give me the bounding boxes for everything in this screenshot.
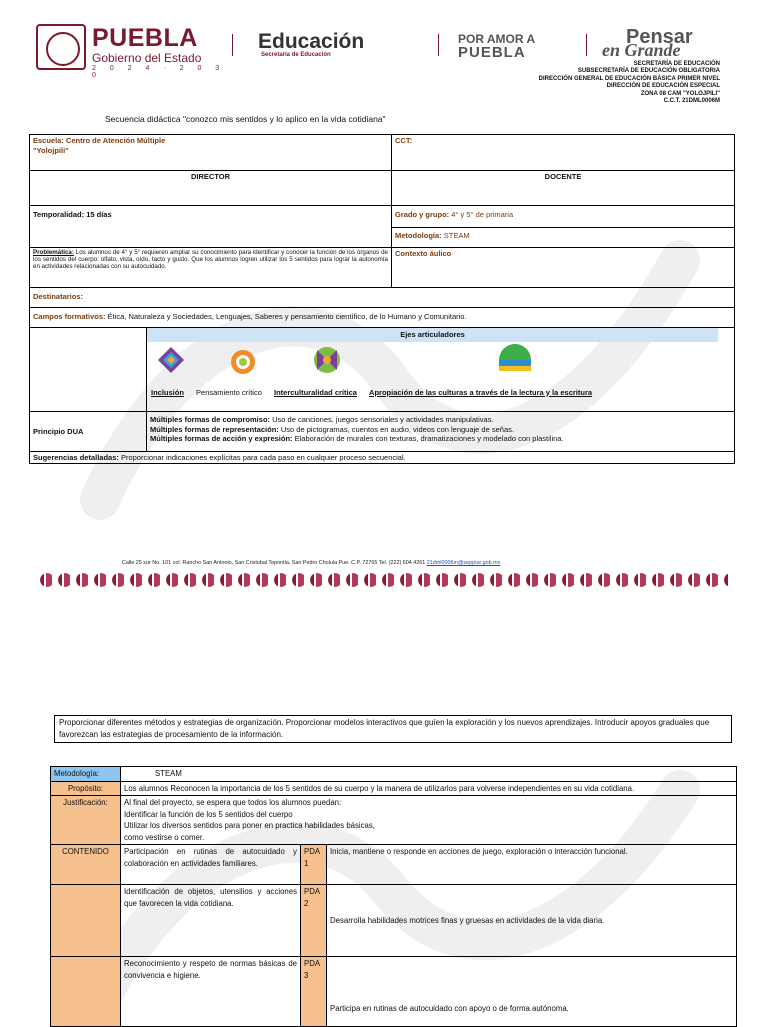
interculturalidad-icon xyxy=(313,346,341,374)
institution-line: SUBSECRETARÍA DE EDUCACIÓN OBLIGATORIA xyxy=(577,68,720,75)
header-divider xyxy=(586,34,587,56)
pensar-logo-text: Pensar xyxy=(626,26,693,48)
docente-cell: DOCENTE xyxy=(392,171,735,206)
campos-cell xyxy=(30,308,735,328)
educacion-logo-text: Educación xyxy=(258,30,365,53)
grado-label: Grado y grupo: xyxy=(395,210,450,219)
contenido-cell: Reconocimiento y respeto de normas básicas de convivencia e higiene. xyxy=(121,957,301,1027)
metodologia-label-cell: Metodología: xyxy=(51,767,121,782)
justificacion-line: Utilizar los diversos sentidos para poner en practica habilidades básicas, xyxy=(124,821,375,830)
grado-metodologia-cell xyxy=(392,206,735,248)
decorative-border xyxy=(38,572,730,588)
apropiacion-culturas-icon xyxy=(497,342,533,374)
dua-line-label: Múltiples formas de compromiso: xyxy=(150,415,271,424)
email-link[interactable]: 21dml0006m@seppue.gob.mx xyxy=(426,560,501,566)
ejes-left-cell xyxy=(30,328,147,412)
contenido-cell: Participación en rutinas de autocuidado y colaboración en actividades familiares. xyxy=(121,845,301,885)
eje-label: Pensamiento crítico xyxy=(196,387,262,397)
eje-label: Apropiación de las culturas a través de la lectura y la escritura xyxy=(369,387,593,397)
justificacion-line: como vestirse o comer. xyxy=(124,832,205,842)
eje-label: Inclusión xyxy=(151,387,184,397)
pda-number: 2 xyxy=(304,898,309,908)
contenido-cell: Identificación de objetos, utensilios y acciones que favorecen la vida cotidiana. xyxy=(121,885,301,957)
contenido-label-cell: CONTENIDO xyxy=(51,845,121,885)
puebla-logo-text: PUEBLA xyxy=(92,24,198,52)
proposito-value-cell: Los alumnos Reconocen la importancia de los 5 sentidos de su cuerpo y la manera de utilizarlos para volverse independientes en su vida cotidiana. xyxy=(121,781,737,796)
por-amor-logo-text: POR AMOR A xyxy=(458,32,536,46)
temporalidad-cell: Temporalidad: 15 días xyxy=(30,206,392,248)
justificacion-cell xyxy=(121,796,737,845)
dua-line xyxy=(150,425,731,435)
pda-cell xyxy=(301,885,327,957)
proposito-label-cell: Propósito: xyxy=(51,781,121,796)
pda-label: PDA xyxy=(304,847,321,856)
dua-line-text: Uso de canciones, juegos sensoriales y actividades manipulativas. xyxy=(272,415,494,424)
educacion-sub-text: Secretaría de Educación xyxy=(261,52,331,58)
dua-line-label: Múltiples formas de representación: xyxy=(150,424,279,434)
puebla-crest-icon xyxy=(36,24,86,70)
pda-text-cell: Desarrolla habilidades motrices finas y gruesas en actividades de la vida diaria. xyxy=(327,885,737,957)
dua-label-cell: Principio DUA xyxy=(30,412,147,452)
campos-value: Ética, Naturaleza y Sociedades, Lenguajes, Saberes y pensamiento científico, de lo Humano y Comunitario. xyxy=(107,312,467,321)
sugerencias-cell xyxy=(30,452,735,464)
eje-label: Interculturalidad crítica xyxy=(273,387,357,397)
sugerencias-text: Proporcionar indicaciones explícitas para cada paso en cualquier proceso secuencial. xyxy=(120,453,406,462)
destinatarios-cell: Destinatarios: xyxy=(30,288,735,308)
en-grande-logo-text: en Grande xyxy=(602,40,681,60)
problematica-cell xyxy=(30,248,392,288)
ejes-header: Ejes articuladores xyxy=(147,328,718,342)
strategies-box: Proporcionar diferentes métodos y estrategias de organización. Proporcionar modelos interactivos que guíen la exploración y los nuevos aprendizajes. Introducir apoyos graduales que favorezcan las estrategias de procesamiento de la información. xyxy=(54,715,732,743)
pensamiento-critico-icon xyxy=(229,348,257,376)
document-title: Secuencia didáctica "conozco mis sentidos y lo aplico en la vida cotidiana" xyxy=(105,114,386,124)
pda-number: 1 xyxy=(304,858,309,868)
sequence-info-table xyxy=(29,134,735,464)
escuela-cell xyxy=(30,135,392,171)
puebla-government-logo xyxy=(36,24,226,79)
dua-line-text: Uso de pictogramas, cuentos en audio, videos con lenguaje de señas. xyxy=(280,424,514,434)
por-amor-puebla-text: PUEBLA xyxy=(458,44,526,61)
dua-line-label: Múltiples formas de acción y expresión: xyxy=(150,434,293,443)
contenido-spacer-cell xyxy=(51,885,121,957)
header-divider xyxy=(438,34,439,56)
address-text: Calle 25 sur No. 101 col. Rancho San Antonio, San Cristobal Tepontla, San Pedro Cholula Pue. C.P. 72765 Tel. (222) 604 4261 xyxy=(122,560,426,566)
institution-line: ZONA 08 CAM "YOLOJPILI" xyxy=(640,90,720,97)
problematica-text: Los alumnos de 4° y 5° requieren ampliar su conocimiento para identificar y conocer la función de los órganos de los sentidos del cuerpo: olfato, vista, oído, tacto y gusto. Que los alumnos logren utilizar los 5 sentidos para lograr la autonomía en actividades relacionadas con su autocuidado. xyxy=(33,249,388,270)
footer-address xyxy=(122,560,500,566)
institution-line: DIRECCIÓN GENERAL DE EDUCACIÓN BÁSICA PRIMER NIVEL xyxy=(538,75,720,82)
dua-line xyxy=(150,434,731,444)
escuela-label: Escuela: Centro de Atención Múltiple xyxy=(33,136,166,145)
pda-text-cell: Participa en rutinas de autocuidado con apoyo o de forma autónoma. xyxy=(327,957,737,1027)
contexto-cell: Contexto áulico xyxy=(392,248,735,288)
dua-line xyxy=(150,415,731,425)
pda-label: PDA xyxy=(304,959,321,968)
pda-cell xyxy=(301,845,327,885)
pda-text-cell: Inicia, mantiene o responde en acciones de juego, exploración o interacción funcional. xyxy=(327,845,737,885)
pda-label: PDA xyxy=(304,887,321,896)
institution-line: C.C.T. 21DML0006M xyxy=(663,98,720,105)
years-logo-text: 2 0 2 4 · 2 0 3 0 xyxy=(92,65,226,79)
ejes-labels-row xyxy=(147,388,734,398)
ejes-icons-row xyxy=(147,342,734,388)
institution-line: SECRETARÍA DE EDUCACIÓN xyxy=(633,61,720,67)
justificacion-line: Al final del proyecto, se espera que todos los alumnos puedan: xyxy=(124,798,342,807)
cct-cell: CCT: xyxy=(392,135,735,171)
contenido-spacer-cell xyxy=(51,957,121,1027)
header-divider xyxy=(232,34,233,56)
institution-lines xyxy=(539,61,720,105)
ejes-cell xyxy=(147,328,735,412)
institution-line: DIRECCIÓN DE EDUCACIÓN ESPECIAL xyxy=(606,83,720,90)
campos-label: Campos formativos: xyxy=(33,312,106,321)
gobierno-logo-text: Gobierno del Estado xyxy=(92,51,202,65)
planning-table xyxy=(50,766,737,1027)
inclusion-icon xyxy=(157,346,185,374)
justificacion-label-cell: Justificación: xyxy=(51,796,121,845)
dua-line-text: Elaboración de murales con texturas, dramatizaciones y modelado con plastilina. xyxy=(294,434,564,443)
escuela-name: "Yolojpili" xyxy=(33,145,69,155)
problematica-label: Problemática: xyxy=(33,249,74,256)
pda-cell xyxy=(301,957,327,1027)
metodologia-value: STEAM xyxy=(443,231,470,240)
pda-number: 3 xyxy=(304,970,309,980)
metodologia-label: Metodología: xyxy=(395,231,442,240)
justificacion-line: Identificar la función de los 5 sentidos del cuerpo xyxy=(124,809,293,819)
director-cell: DIRECTOR xyxy=(30,171,392,206)
sugerencias-label: Sugerencias detalladas: xyxy=(33,453,119,462)
metodologia-value-cell: STEAM xyxy=(121,767,737,782)
grado-value: 4° y 5° de primaria xyxy=(451,210,514,219)
dua-cell xyxy=(147,412,735,452)
